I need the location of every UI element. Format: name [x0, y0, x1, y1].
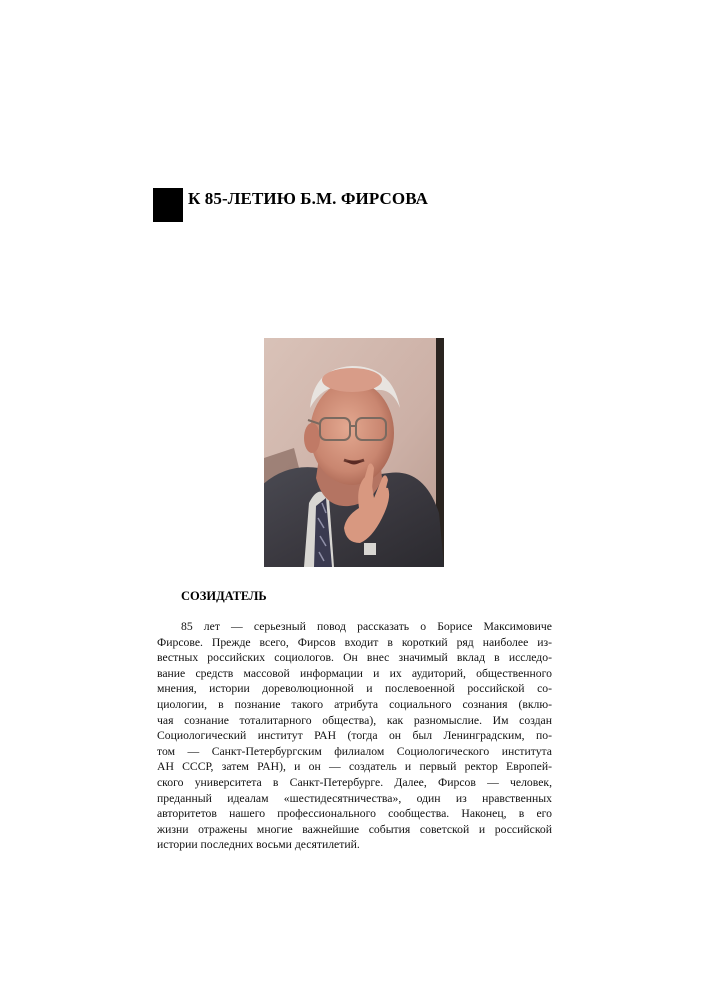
- article-title: СОЗИДАТЕЛЬ: [181, 589, 267, 603]
- article-line: циологии, в познание такого атрибута социального сознания (вклю-: [157, 697, 552, 711]
- article-line: Фирсове. Прежде всего, Фирсов входит в короткий ряд наиболее из-: [157, 635, 552, 649]
- article-line: преданный идеалам «шестидесятничества», один из нравственных: [157, 791, 552, 805]
- section-title: К 85-ЛЕТИЮ Б.М. ФИРСОВА: [188, 189, 428, 208]
- article-line: истории последних восьми десятилетий.: [157, 838, 360, 852]
- section-marker: [153, 188, 183, 222]
- article-line: 85 лет — серьезный повод рассказать о Борисе Максимовиче: [181, 620, 552, 633]
- portrait-photo: [264, 338, 444, 567]
- article-line: АН СССР, затем РАН), и он — создатель и первый ректор Европей-: [157, 760, 552, 774]
- article-line: вание средств массовой информации и их аудиторий, общественного: [157, 666, 552, 680]
- article-line: чая сознание тоталитарного общества), как разномыслие. Им создан: [157, 713, 552, 727]
- article-body: [157, 619, 552, 853]
- article-line: жизни отражены многие важнейшие события советской и российской: [157, 822, 552, 836]
- article-line: авторитетов нашего профессионального сообщества. Наконец, в его: [157, 807, 552, 821]
- article-line: ского университета в Санкт-Петербурге. Далее, Фирсов — человек,: [157, 775, 552, 789]
- article-line: том — Санкт-Петербургским филиалом Социологического института: [157, 744, 552, 758]
- article-line: вестных российских социологов. Он внес значимый вклад в исследо-: [157, 651, 552, 665]
- article-line: мнения, истории дореволюционной и послевоенной российской со-: [157, 682, 552, 696]
- article-line: Социологический институт РАН (тогда он был Ленинградским, по-: [157, 729, 552, 743]
